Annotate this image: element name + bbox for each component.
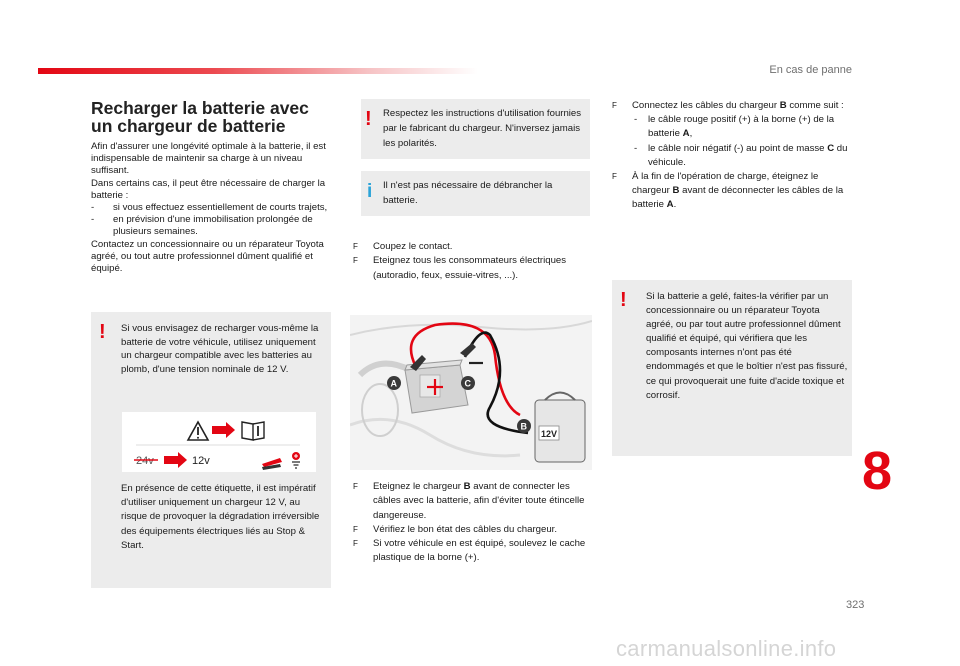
steps-bottom xyxy=(353,480,597,566)
sub-item-text: le câble rouge positif (+) à la borne (+) de la batterie A, xyxy=(648,114,835,140)
sub-item-text: le câble noir négatif (-) au point de masse C du véhicule. xyxy=(648,142,848,168)
dash-marker: - xyxy=(91,202,95,214)
manual-book-icon xyxy=(242,422,264,440)
list-item xyxy=(612,99,856,113)
list-item xyxy=(353,240,593,254)
charger-icon xyxy=(535,393,585,463)
connect-instructions xyxy=(612,99,856,213)
intro-paragraph: Dans certains cas, il peut être nécessaire de charger la batterie : xyxy=(91,177,326,201)
list-item-text: si vous effectuez essentiellement de courts trajets, xyxy=(113,202,328,214)
warning-box-instructions xyxy=(361,99,590,159)
engine-bay-drawing xyxy=(350,315,592,470)
chapter-number: 8 xyxy=(862,441,893,501)
bullet-marker: F xyxy=(353,482,358,491)
bullet-marker: F xyxy=(353,539,358,549)
arrow-right-icon xyxy=(164,452,187,468)
battery-clamp-icon xyxy=(262,452,300,470)
list-item xyxy=(91,202,336,214)
page-title: Recharger la batterie avec un chargeur de batterie xyxy=(91,98,309,136)
warning-box-frozen-battery xyxy=(612,280,852,456)
bullet-marker: F xyxy=(353,256,358,266)
warning-text: Si vous envisagez de recharger vous-même la batterie de votre véhicule, utilisez uniquement un chargeur compatible avec les batteries au plomb, d'une tension nominale de 12 V. xyxy=(121,323,319,375)
warning-text: Si la batterie a gelé, faites-la vérifier par un concessionnaire ou un réparateur Toyota agréé, ou par tout autre professionnel dûment qualifié et équipé, qui vérifiera que les composants internes n'ont pas été endommagés et que le boîtier n'est pas fissuré, ce qui provoquerait une fuite d'acide toxique et corrosif. xyxy=(646,291,848,401)
label-c-marker xyxy=(461,376,475,390)
list-item xyxy=(353,480,597,523)
sub-item xyxy=(634,113,856,141)
step-text: Eteignez tous les consommateurs électriques (autoradio, feux, essuie-vitres, ...). xyxy=(373,255,567,281)
list-item xyxy=(353,523,597,537)
info-icon: i xyxy=(367,181,373,202)
label-a: A xyxy=(390,378,397,389)
info-text: Il n'est pas nécessaire de débrancher la batterie. xyxy=(383,180,553,206)
bullet-marker: F xyxy=(612,101,617,110)
warning-text: Respectez les instructions d'utilisation fournies par le fabricant du chargeur. N'inversez jamais les polarités. xyxy=(383,108,582,149)
step-text: Coupez le contact. xyxy=(373,241,453,252)
intro-paragraph: Afin d'assurer une longévité optimale à la batterie, il est indispensable de maintenir sa charge à un niveau suffisant. xyxy=(91,141,326,177)
step-text: Vérifiez le bon état des câbles du chargeur. xyxy=(373,523,557,535)
label-b-marker xyxy=(517,419,531,433)
list-item xyxy=(353,254,593,283)
label-a-marker xyxy=(387,376,401,390)
list-item-text: en prévision d'une immobilisation prolongée de plusieurs semaines. xyxy=(113,214,313,238)
steps-top xyxy=(353,240,593,283)
sub-item xyxy=(634,142,856,170)
step-text: Eteignez le chargeur B avant de connecter les câbles avec la batterie, afin d'éviter toute étincelle dangereuse. xyxy=(373,481,585,521)
watermark: carmanualsonline.info xyxy=(616,636,837,661)
bullet-marker: F xyxy=(353,242,358,251)
bullet-marker: F xyxy=(612,172,617,182)
label-b: B xyxy=(520,421,527,432)
arrow-right-icon xyxy=(212,422,235,438)
dash-marker: - xyxy=(634,114,638,126)
warning-triangle-icon xyxy=(188,422,208,440)
warning-text-label: En présence de cette étiquette, il est impératif d'utiliser uniquement un chargeur 12 V, au risque de provoquer la dégradation irréversible des équipements électriques liés au Stop & Start. xyxy=(121,483,320,551)
warning-icon: ! xyxy=(620,289,627,311)
warning-icon: ! xyxy=(99,321,106,343)
intro-text xyxy=(91,141,336,275)
dash-marker: - xyxy=(91,214,95,226)
label-graphic xyxy=(122,412,316,472)
label-new-voltage: 12v xyxy=(192,455,210,467)
step-text: À la fin de l'opération de charge, éteignez le chargeur B avant de déconnecter les câbles de la batterie A. xyxy=(632,171,844,211)
header-accent-bar xyxy=(38,68,478,74)
info-box-battery xyxy=(361,171,590,216)
battery-charging-illustration xyxy=(350,315,592,470)
list-item xyxy=(353,537,597,566)
dash-marker: - xyxy=(634,142,638,154)
intro-paragraph: Contactez un concessionnaire ou un réparateur Toyota agréé, ou tout autre professionnel dûment qualifié et équipé. xyxy=(91,238,324,275)
charger-voltage-label: 12V xyxy=(541,429,558,439)
step-text: Connectez les câbles du chargeur B comme suit : xyxy=(632,100,844,111)
page-number: 323 xyxy=(846,599,865,611)
list-item xyxy=(91,214,336,238)
label-c: C xyxy=(464,378,471,389)
step-text: Si votre véhicule en est équipé, soulevez le cache plastique de la borne (+). xyxy=(373,538,586,564)
bullet-marker: F xyxy=(353,524,358,534)
label-old-voltage: 24v xyxy=(136,455,154,467)
voltage-label-illustration xyxy=(122,412,316,472)
warning-icon: ! xyxy=(365,108,372,130)
list-item xyxy=(612,170,856,213)
section-title: En cas de panne xyxy=(769,64,852,76)
